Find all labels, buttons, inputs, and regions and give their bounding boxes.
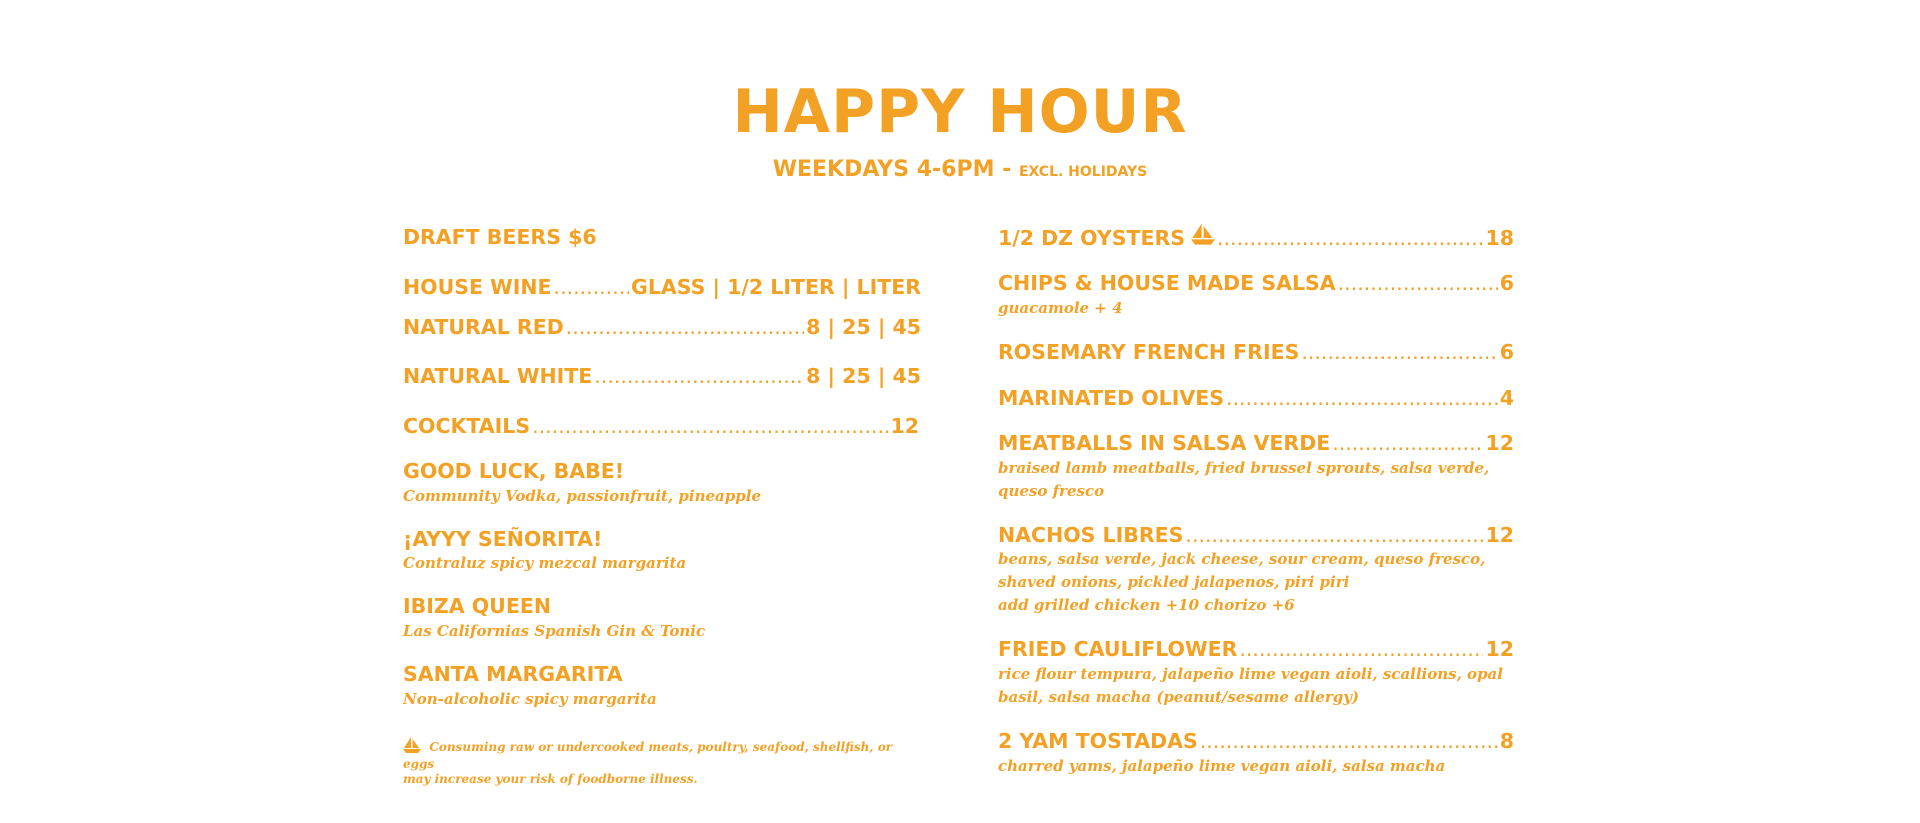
item-price: 6 [1499,340,1514,364]
food-item-row [998,223,1514,252]
item-price: 8 | 25 | 45 [806,315,921,339]
dot-leader [1226,384,1498,412]
food-item-desc: shaved onions, pickled jalapenos, piri piri [998,573,1350,591]
item-name: COCKTAILS [403,414,531,438]
food-item-row [998,338,1514,366]
item-price: 12 [1485,637,1514,661]
item-price: 4 [1499,386,1514,410]
sailboat-icon [403,737,421,757]
exclusion-text: EXCL. HOLIDAYS [1018,164,1148,180]
food-item-desc: basil, salsa macha (peanut/sesame allergy) [998,688,1360,706]
item-price: 18 [1485,226,1514,250]
cocktails-row [403,412,919,440]
item-price: 8 | 25 | 45 [806,364,921,388]
item-price: 8 [1499,729,1514,753]
dot-leader [1239,635,1483,663]
dot-leader [1338,269,1498,297]
cocktail-name: SANTA MARGARITA [403,662,623,686]
item-price: 12 [1485,523,1514,547]
food-item-desc: queso fresco [998,482,1105,500]
natural-white-row [403,362,921,390]
dot-leader [1332,429,1483,457]
food-item-desc: braised lamb meatballs, fried brussel sprouts, salsa verde, [998,459,1490,477]
item-price: 12 [890,414,919,438]
food-item-row [998,429,1514,457]
page-title: HAPPY HOUR [732,77,1188,147]
item-name: 2 YAM TOSTADAS [998,729,1198,753]
foodborne-disclaimer [403,737,923,787]
cocktail-desc: Non-alcoholic spicy margarita [403,690,657,708]
item-name: FRIED CAULIFLOWER [998,637,1238,661]
dot-leader [554,273,629,301]
dot-leader [566,313,804,341]
item-name: MEATBALLS IN SALSA VERDE [998,431,1331,455]
food-item-desc: beans, salsa verde, jack cheese, sour cream, queso fresco, [998,550,1486,568]
item-name: ROSEMARY FRENCH FRIES [998,340,1300,364]
dot-leader [1200,727,1498,755]
food-item-desc: charred yams, jalapeño lime vegan aioli, salsa macha [998,757,1446,775]
draft-beers-heading: DRAFT BEERS $6 [403,225,597,249]
food-item-desc: add grilled chicken +10 chorizo +6 [998,596,1295,614]
cocktail-name: IBIZA QUEEN [403,594,551,618]
cocktail-name: GOOD LUCK, BABE! [403,459,625,483]
house-wine-row [403,273,921,301]
cocktail-desc: Las Californias Spanish Gin & Tonic [403,622,706,640]
item-name: 1/2 DZ OYSTERS [998,226,1186,250]
item-name: CHIPS & HOUSE MADE SALSA [998,271,1336,295]
item-name: NATURAL RED [403,315,564,339]
food-item-row [998,269,1514,297]
food-item-row [998,521,1514,549]
cocktail-desc: Community Vodka, passionfruit, pineapple [403,487,761,505]
food-item-desc: rice flour tempura, jalapeño lime vegan aioli, scallions, opal [998,665,1503,683]
item-name: NATURAL WHITE [403,364,593,388]
food-item-row [998,635,1514,663]
cocktail-desc: Contraluz spicy mezcal margarita [403,554,687,572]
sailboat-icon [1191,223,1215,252]
food-item-row [998,727,1514,755]
dot-leader [1301,338,1497,366]
item-name: MARINATED OLIVES [998,386,1225,410]
disclaimer-line-1: Consuming raw or undercooked meats, poultry, seafood, shellfish, or eggs [403,740,893,771]
item-price: 12 [1485,431,1514,455]
item-price: GLASS | 1/2 LITER | LITER [631,275,921,299]
cocktail-name: ¡AYYY SEÑORITA! [403,527,603,551]
item-name: HOUSE WINE [403,275,552,299]
dot-leader [1185,521,1483,549]
item-price: 6 [1499,271,1514,295]
hours-text: WEEKDAYS 4-6PM - [772,157,1012,182]
natural-red-row [403,313,921,341]
disclaimer-line-2: may increase your risk of foodborne illness. [403,772,698,786]
food-item-desc: guacamole + 4 [998,299,1123,317]
dot-leader [594,362,804,390]
item-name: NACHOS LIBRES [998,523,1184,547]
page-subtitle [0,155,1920,187]
food-item-row [998,384,1514,412]
dot-leader [532,412,888,440]
dot-leader [1217,224,1483,252]
